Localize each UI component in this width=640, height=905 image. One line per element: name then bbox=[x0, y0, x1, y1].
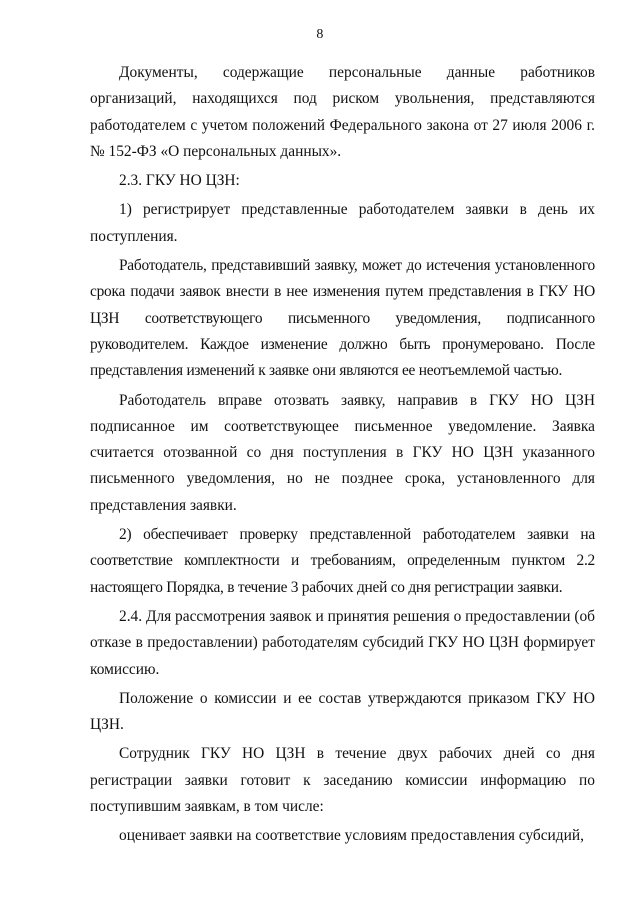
section-heading-2-3: 2.3. ГКУ НО ЦЗН: bbox=[119, 172, 240, 190]
paragraph-evaluation: оценивает заявки на соответствие условиям предоставления субсидий, bbox=[119, 827, 584, 845]
paragraph-application-withdrawal: Работодатель вправе отозвать заявку, направив в ГКУ НО ЦЗН подписанное им соответствующее письменное уведомление. Заявка считается отозванной со дня поступления в ГКУ НО ЦЗН указанного письменного уведомления, но не позднее срока, установленного для представления заявки. bbox=[90, 391, 595, 514]
paragraph-personal-data: Документы, содержащие персональные данные работников организаций, находящихся под риском увольнения, представляются работодателем с учетом положений Федерального закона от 27 июля 2006 г. № 152-ФЗ «О персональных данных». bbox=[90, 64, 595, 160]
paragraph-application-changes: Работодатель, представивший заявку, может до истечения установленного срока подачи заявок внести в нее изменения путем представления в ГКУ НО ЦЗН соответствующего письменного уведомления, подписанного руководителем. Каждое изменение должно быть пронумеровано. После представления изменений к заявке они являются ее неотъемлемой частью. bbox=[90, 257, 595, 380]
document-body bbox=[90, 60, 595, 853]
paragraph-employee-preparation: Сотрудник ГКУ НО ЦЗН в течение двух рабочих дней со дня регистрации заявки готовит к заседанию комиссии информацию по поступившим заявкам, в том числе: bbox=[90, 745, 595, 816]
paragraph-commission-regulation: Положение о комиссии и ее состав утверждаются приказом ГКУ НО ЦЗН. bbox=[90, 689, 595, 734]
page-number: 8 bbox=[316, 27, 324, 42]
paragraph-registration: 1) регистрирует представленные работодателем заявки в день их поступления. bbox=[90, 201, 595, 245]
paragraph-verification: 2) обеспечивает проверку представленной работодателем заявки на соответствие комплектности и требованиям, определенным пунктом 2.2 настоящего Порядка, в течение 3 рабочих дней со дня регистрации заявки. bbox=[90, 526, 595, 596]
section-paragraph-2-4: 2.4. Для рассмотрения заявок и принятия решения о предоставлении (об отказе в предоставлении) работодателям субсидий ГКУ НО ЦЗН формирует комиссию. bbox=[90, 607, 595, 678]
